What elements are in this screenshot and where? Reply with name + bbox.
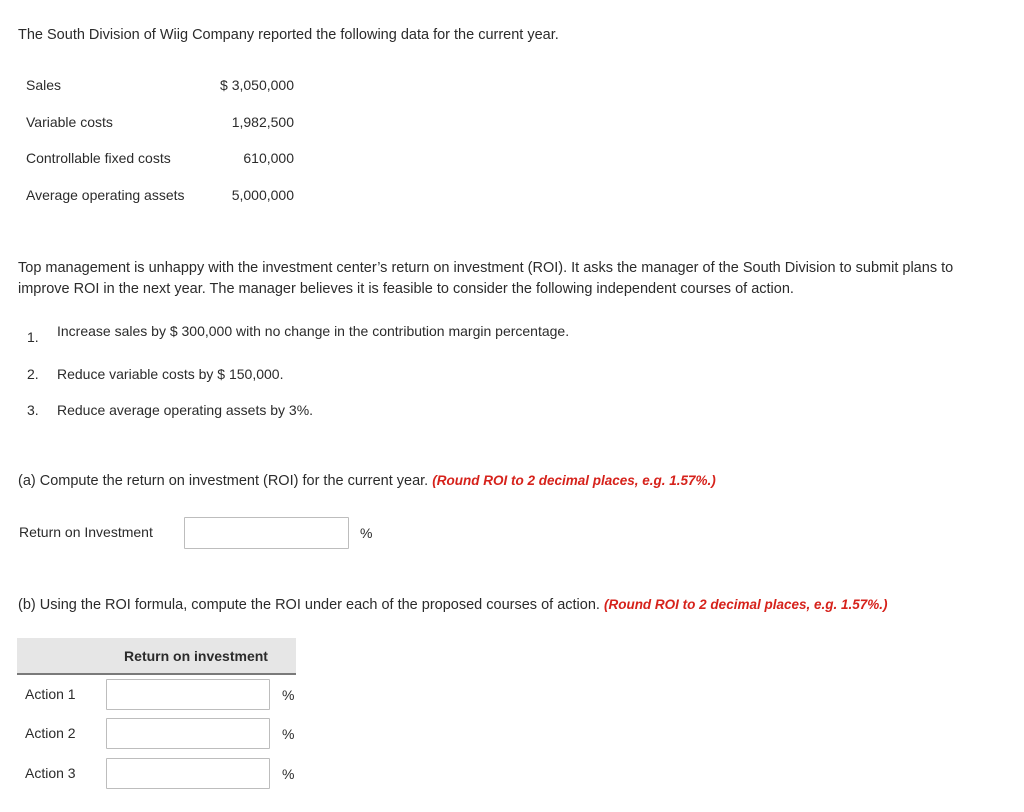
action-2-number: 2. [27,366,39,382]
sales-value: $ 3,050,000 [220,77,294,93]
controllable-fixed-costs-value: 610,000 [243,150,294,166]
action-2-roi-input[interactable] [106,718,270,749]
problem-paragraph: Top management is unhappy with the investment center’s return on investment (ROI). It asks the manager of the South Division to submit plans to improve ROI in the next year. The manager believes it is feasible to consider the following independent courses of action. [18,260,954,297]
roi-percent-unit: % [360,525,373,541]
average-operating-assets-label: Average operating assets [26,187,185,203]
action-1-percent-unit: % [282,687,295,703]
variable-costs-value: 1,982,500 [231,114,294,130]
part-b-question-text: (b) Using the ROI formula, compute the ROI under each of the proposed courses of action. [18,597,600,613]
sales-label: Sales [26,77,62,93]
action-3-number: 3. [27,402,39,418]
part-a-question-text: (a) Compute the return on investment (ROI) for the current year. [18,473,429,489]
part-a-question [18,473,716,489]
action-3-text: Reduce average operating assets by 3%. [57,402,314,418]
part-b-instruction: (Round ROI to 2 decimal places, e.g. 1.57%.) [603,597,888,612]
average-operating-assets-value: 5,000,000 [231,187,294,203]
part-b-question [18,597,888,613]
action-1-text: Increase sales by $ 300,000 with no change in the contribution margin percentage. [57,323,570,339]
roi-table-header-divider [17,673,296,675]
intro-text: The South Division of Wiig Company reported the following data for the current year. [18,27,559,43]
action-3-row-label: Action 3 [25,765,76,781]
action-2-percent-unit: % [282,726,295,742]
roi-input[interactable] [184,517,349,549]
action-1-number: 1. [27,329,39,345]
action-3-percent-unit: % [282,766,295,782]
action-1-roi-input[interactable] [106,679,270,710]
roi-label: Return on Investment [19,524,153,540]
action-2-row-label: Action 2 [25,725,76,741]
action-2-text: Reduce variable costs by $ 150,000. [57,366,284,382]
variable-costs-label: Variable costs [26,114,113,130]
part-a-instruction: (Round ROI to 2 decimal places, e.g. 1.57%.) [432,473,716,488]
action-3-roi-input[interactable] [106,758,270,789]
action-1-row-label: Action 1 [25,686,76,702]
roi-table-column-header: Return on investment [124,648,268,664]
controllable-fixed-costs-label: Controllable fixed costs [26,150,171,166]
